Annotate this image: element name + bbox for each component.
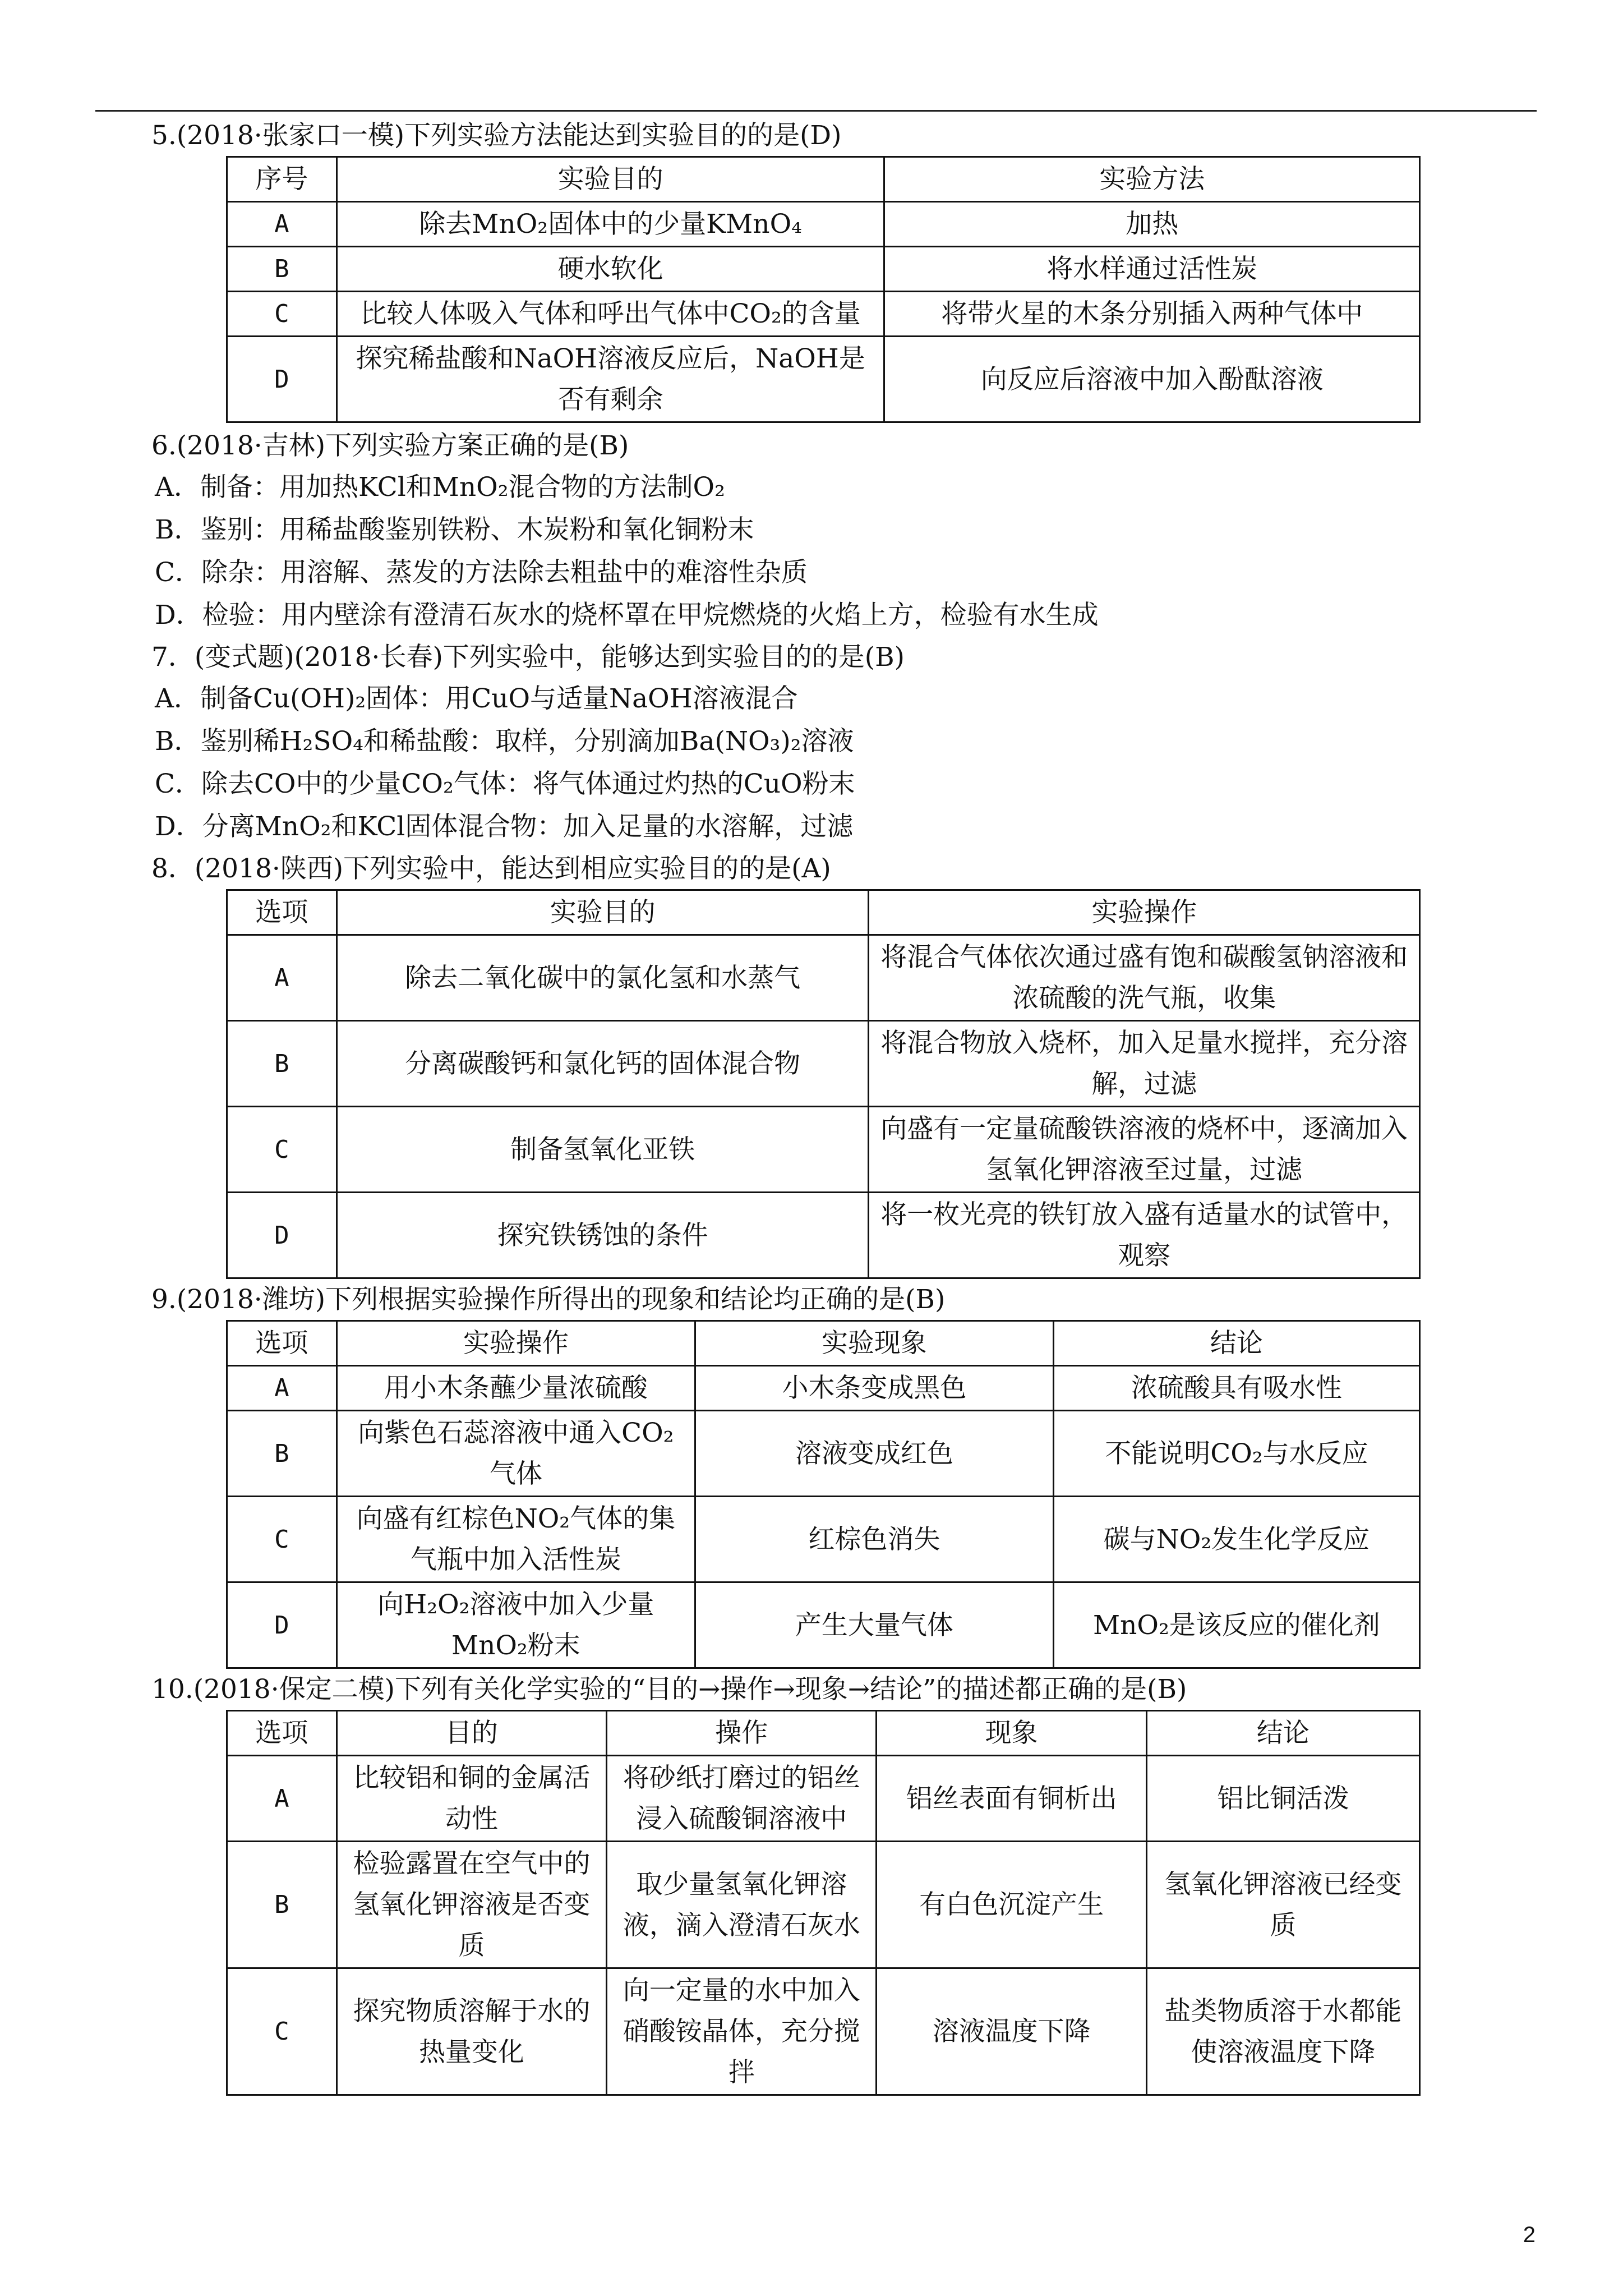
table-cell: 除去二氧化碳中的氯化氢和水蒸气: [336, 935, 869, 1021]
table-header-row: [227, 1711, 1420, 1756]
option-key: C: [227, 1497, 337, 1582]
table-cell: 向盛有一定量硫酸铁溶液的烧杯中，逐滴加入氢氧化钾溶液至过量，过滤: [869, 1107, 1420, 1193]
table-cell: 比较人体吸入气体和呼出气体中CO₂的含量: [336, 292, 884, 337]
q7-option-d: D．分离MnO₂和KCl固体混合物：加入足量的水溶解，过滤: [155, 811, 854, 842]
table-cell: 探究铁锈蚀的条件: [336, 1193, 869, 1278]
table-cell: 溶液温度下降: [877, 1968, 1146, 2095]
table-cell: 制备氢氧化亚铁: [336, 1107, 869, 1193]
table-cell: 向紫色石蕊溶液中通入CO₂气体: [336, 1411, 695, 1497]
option-key: A: [227, 1756, 337, 1842]
table-cell: 检验露置在空气中的氢氧化钾溶液是否变质: [336, 1842, 606, 1968]
header-cell: 选项: [227, 890, 337, 935]
q9-table: [226, 1320, 1421, 1669]
header-cell: 结论: [1146, 1711, 1419, 1756]
table-cell: 铝比铜活泼: [1146, 1756, 1419, 1842]
table-cell: 将混合气体依次通过盛有饱和碳酸氢钠溶液和浓硫酸的洗气瓶，收集: [869, 935, 1420, 1021]
table-cell: 小木条变成黑色: [695, 1366, 1053, 1411]
table-cell: 盐类物质溶于水都能使溶液温度下降: [1146, 1968, 1419, 2095]
header-cell: 操作: [607, 1711, 877, 1756]
option-key: D: [227, 337, 337, 422]
table-row: [227, 1366, 1420, 1411]
q7-option-b: B．鉴别稀H₂SO₄和稀盐酸：取样，分别滴加Ba(NO₃)₂溶液: [155, 726, 854, 757]
table-row: [227, 935, 1420, 1021]
table-header-row: [227, 157, 1420, 202]
table-header-row: [227, 1321, 1420, 1366]
table-cell: 用小木条蘸少量浓硫酸: [336, 1366, 695, 1411]
option-key: A: [227, 202, 337, 247]
table-cell: 向盛有红棕色NO₂气体的集气瓶中加入活性炭: [336, 1497, 695, 1582]
table-cell: 比较铝和铜的金属活动性: [336, 1756, 606, 1842]
q5-table: [226, 156, 1421, 423]
q7-stem: 7．(变式题)(2018·长春)下列实验中，能够达到实验目的的是(B): [151, 642, 905, 673]
table-cell: 将水样通过活性炭: [884, 247, 1420, 292]
table-cell: MnO₂是该反应的催化剂: [1053, 1582, 1419, 1668]
table-cell: 将一枚光亮的铁钉放入盛有适量水的试管中，观察: [869, 1193, 1420, 1278]
table-row: [227, 202, 1420, 247]
q5-stem: 5.(2018·张家口一模)下列实验方法能达到实验目的的是(D): [151, 120, 842, 151]
q8-stem: 8．(2018·陕西)下列实验中，能达到相应实验目的的是(A): [151, 853, 831, 884]
option-key: B: [227, 1411, 337, 1497]
header-cell: 选项: [227, 1711, 337, 1756]
option-key: C: [227, 1107, 337, 1193]
option-key: C: [227, 292, 337, 337]
header-cell: 实验方法: [884, 157, 1420, 202]
header-cell: 选项: [227, 1321, 337, 1366]
header-cell: 实验现象: [695, 1321, 1053, 1366]
q6-stem: 6.(2018·吉林)下列实验方案正确的是(B): [151, 430, 629, 461]
table-cell: 分离碳酸钙和氯化钙的固体混合物: [336, 1021, 869, 1107]
table-cell: 将砂纸打磨过的铝丝浸入硫酸铜溶液中: [607, 1756, 877, 1842]
option-key: D: [227, 1193, 337, 1278]
table-row: [227, 337, 1420, 422]
q6-option-b: B．鉴别：用稀盐酸鉴别铁粉、木炭粉和氧化铜粉末: [155, 514, 754, 545]
table-cell: 探究稀盐酸和NaOH溶液反应后，NaOH是否有剩余: [336, 337, 884, 422]
table-cell: 加热: [884, 202, 1420, 247]
q10-table: [226, 1710, 1421, 2096]
table-cell: 溶液变成红色: [695, 1411, 1053, 1497]
table-cell: 取少量氢氧化钾溶液，滴入澄清石灰水: [607, 1842, 877, 1968]
q10-stem: 10.(2018·保定二模)下列有关化学实验的“目的→操作→现象→结论”的描述都正确的是(B): [151, 1674, 1187, 1705]
table-cell: 氢氧化钾溶液已经变质: [1146, 1842, 1419, 1968]
table-cell: 向一定量的水中加入硝酸铵晶体，充分搅拌: [607, 1968, 877, 2095]
header-cell: 实验操作: [336, 1321, 695, 1366]
table-row: [227, 247, 1420, 292]
option-key: A: [227, 1366, 337, 1411]
table-cell: 向H₂O₂溶液中加入少量MnO₂粉末: [336, 1582, 695, 1668]
header-cell: 现象: [877, 1711, 1146, 1756]
header-cell: 目的: [336, 1711, 606, 1756]
page-content: [151, 115, 1419, 2096]
header-rule: [95, 110, 1537, 112]
table-row: [227, 1021, 1420, 1107]
table-cell: 不能说明CO₂与水反应: [1053, 1411, 1419, 1497]
table-row: [227, 1193, 1420, 1278]
header-cell: 序号: [227, 157, 337, 202]
table-row: [227, 1582, 1420, 1668]
table-cell: 铝丝表面有铜析出: [877, 1756, 1146, 1842]
table-cell: 浓硫酸具有吸水性: [1053, 1366, 1419, 1411]
table-header-row: [227, 890, 1420, 935]
table-row: [227, 1497, 1420, 1582]
option-key: A: [227, 935, 337, 1021]
table-cell: 红棕色消失: [695, 1497, 1053, 1582]
q6-option-d: D．检验：用内壁涂有澄清石灰水的烧杯罩在甲烷燃烧的火焰上方，检验有水生成: [155, 600, 1099, 631]
option-key: D: [227, 1582, 337, 1668]
table-row: [227, 1756, 1420, 1842]
q6-option-c: C．除杂：用溶解、蒸发的方法除去粗盐中的难溶性杂质: [155, 557, 808, 588]
table-cell: 向反应后溶液中加入酚酞溶液: [884, 337, 1420, 422]
table-cell: 硬水软化: [336, 247, 884, 292]
q7-option-c: C．除去CO中的少量CO₂气体：将气体通过灼热的CuO粉末: [155, 769, 855, 799]
table-cell: 有白色沉淀产生: [877, 1842, 1146, 1968]
table-row: [227, 1968, 1420, 2095]
table-cell: 将混合物放入烧杯，加入足量水搅拌，充分溶解，过滤: [869, 1021, 1420, 1107]
header-cell: 实验操作: [869, 890, 1420, 935]
table-row: [227, 1411, 1420, 1497]
q9-stem: 9.(2018·潍坊)下列根据实验操作所得出的现象和结论均正确的是(B): [151, 1284, 946, 1315]
header-cell: 实验目的: [336, 890, 869, 935]
table-cell: 探究物质溶解于水的热量变化: [336, 1968, 606, 2095]
q7-option-a: A．制备Cu(OH)₂固体：用CuO与适量NaOH溶液混合: [155, 683, 798, 714]
option-key: B: [227, 247, 337, 292]
table-cell: 碳与NO₂发生化学反应: [1053, 1497, 1419, 1582]
option-key: C: [227, 1968, 337, 2095]
table-cell: 产生大量气体: [695, 1582, 1053, 1668]
option-key: B: [227, 1021, 337, 1107]
header-cell: 实验目的: [336, 157, 884, 202]
header-cell: 结论: [1053, 1321, 1419, 1366]
table-row: [227, 292, 1420, 337]
option-key: B: [227, 1842, 337, 1968]
q6-option-a: A．制备：用加热KCl和MnO₂混合物的方法制O₂: [155, 472, 725, 503]
table-row: [227, 1842, 1420, 1968]
page-number: 2: [1523, 2223, 1536, 2247]
table-cell: 除去MnO₂固体中的少量KMnO₄: [336, 202, 884, 247]
table-cell: 将带火星的木条分别插入两种气体中: [884, 292, 1420, 337]
q8-table: [226, 889, 1421, 1279]
table-row: [227, 1107, 1420, 1193]
